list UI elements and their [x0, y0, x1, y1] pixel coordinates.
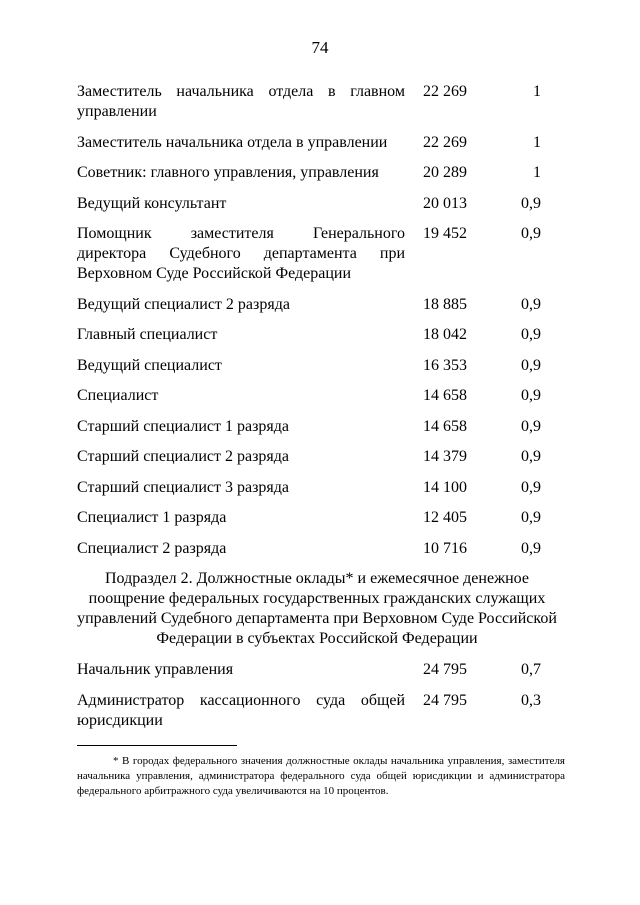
- table-row: [77, 691, 557, 731]
- salary-value: 14 100: [423, 478, 467, 496]
- position-name: Ведущий специалист 2 разряда: [77, 295, 290, 313]
- salary-value: 16 353: [423, 356, 467, 374]
- table-row: [77, 508, 557, 528]
- position-name: Заместитель начальника отдела в управлении: [77, 133, 388, 151]
- position-name: Специалист 2 разряда: [77, 539, 227, 557]
- bonus-coefficient: 0,9: [521, 356, 541, 374]
- table-row: [77, 539, 557, 559]
- salary-value: 19 452: [423, 225, 467, 242]
- salary-value: 10 716: [423, 539, 467, 557]
- position-name: Главный специалист: [77, 326, 218, 343]
- table-row: [77, 356, 557, 376]
- salary-value: 24 795: [423, 661, 467, 678]
- bonus-coefficient: 0,9: [521, 295, 541, 313]
- bonus-coefficient: 0,9: [521, 417, 541, 435]
- bonus-coefficient: 0,3: [521, 691, 541, 709]
- position-name: Специалист: [77, 387, 159, 404]
- table-row: [77, 194, 557, 214]
- salary-value: 14 379: [423, 448, 467, 465]
- table-row: [77, 295, 557, 315]
- table-row: [77, 447, 557, 467]
- bonus-coefficient: 0,9: [521, 478, 541, 496]
- table-row: [77, 660, 557, 680]
- bonus-coefficient: 0,9: [521, 539, 541, 557]
- table-row: [77, 386, 557, 406]
- salary-value: 22 269: [423, 83, 467, 100]
- table-row: [77, 417, 557, 437]
- salary-value: 18 042: [423, 326, 467, 343]
- position-name: Помощник заместителя Генерального директора Судебного департамента при Верховном Суде Российской Федерации: [77, 225, 405, 282]
- salary-value: 12 405: [423, 509, 467, 526]
- position-name: Начальник управления: [77, 661, 234, 678]
- bonus-coefficient: 0,9: [521, 509, 541, 526]
- position-name: Старший специалист 3 разряда: [77, 478, 289, 496]
- subsection-title: Подраздел 2. Должностные оклады* и ежемесячное денежное поощрение федеральных государственных гражданских служащих управлений Судебного департамента при Верховном Суде Российской Федерации в субъектах Российской Федерации: [77, 570, 557, 647]
- salary-value: 24 795: [423, 691, 467, 709]
- table-row: [77, 163, 557, 183]
- table-row: [77, 133, 557, 153]
- position-name: Администратор кассационного суда общей юрисдикции: [77, 691, 405, 729]
- salary-value: 20 289: [423, 164, 467, 181]
- salary-value: 20 013: [423, 194, 467, 212]
- salary-rows-regional: [77, 660, 557, 731]
- footnote: * В городах федерального значения должностные оклады начальника управления, заместителя начальника управления, администратора федерального суда общей юрисдикции и администратора федерального арбитражного суда увеличиваются на 10 процентов.: [77, 755, 565, 797]
- table-row: [77, 224, 557, 284]
- bonus-coefficient: 0,9: [521, 448, 541, 465]
- position-name: Старший специалист 1 разряда: [77, 417, 289, 435]
- bonus-coefficient: 0,9: [521, 387, 541, 404]
- salary-table: [77, 82, 557, 741]
- salary-rows-central: [77, 82, 557, 559]
- salary-value: 14 658: [423, 387, 467, 404]
- bonus-coefficient: 0,7: [521, 661, 541, 678]
- position-name: Заместитель начальника отдела в главном управлении: [77, 83, 405, 120]
- position-name: Ведущий консультант: [77, 194, 227, 212]
- table-row: [77, 82, 557, 122]
- bonus-coefficient: 1: [533, 133, 541, 151]
- position-name: Специалист 1 разряда: [77, 509, 227, 526]
- position-name: Ведущий специалист: [77, 356, 222, 374]
- salary-value: 22 269: [423, 133, 467, 151]
- page-number: 74: [311, 38, 329, 57]
- bonus-coefficient: 0,9: [521, 194, 541, 212]
- position-name: Старший специалист 2 разряда: [77, 448, 289, 465]
- table-row: [77, 325, 557, 345]
- bonus-coefficient: 0,9: [521, 225, 541, 242]
- position-name: Советник: главного управления, управления: [77, 164, 379, 181]
- bonus-coefficient: 1: [533, 83, 541, 100]
- table-row: [77, 478, 557, 498]
- salary-value: 18 885: [423, 295, 467, 313]
- bonus-coefficient: 0,9: [521, 326, 541, 343]
- salary-value: 14 658: [423, 417, 467, 435]
- bonus-coefficient: 1: [533, 164, 541, 181]
- footnote-divider: [77, 745, 237, 746]
